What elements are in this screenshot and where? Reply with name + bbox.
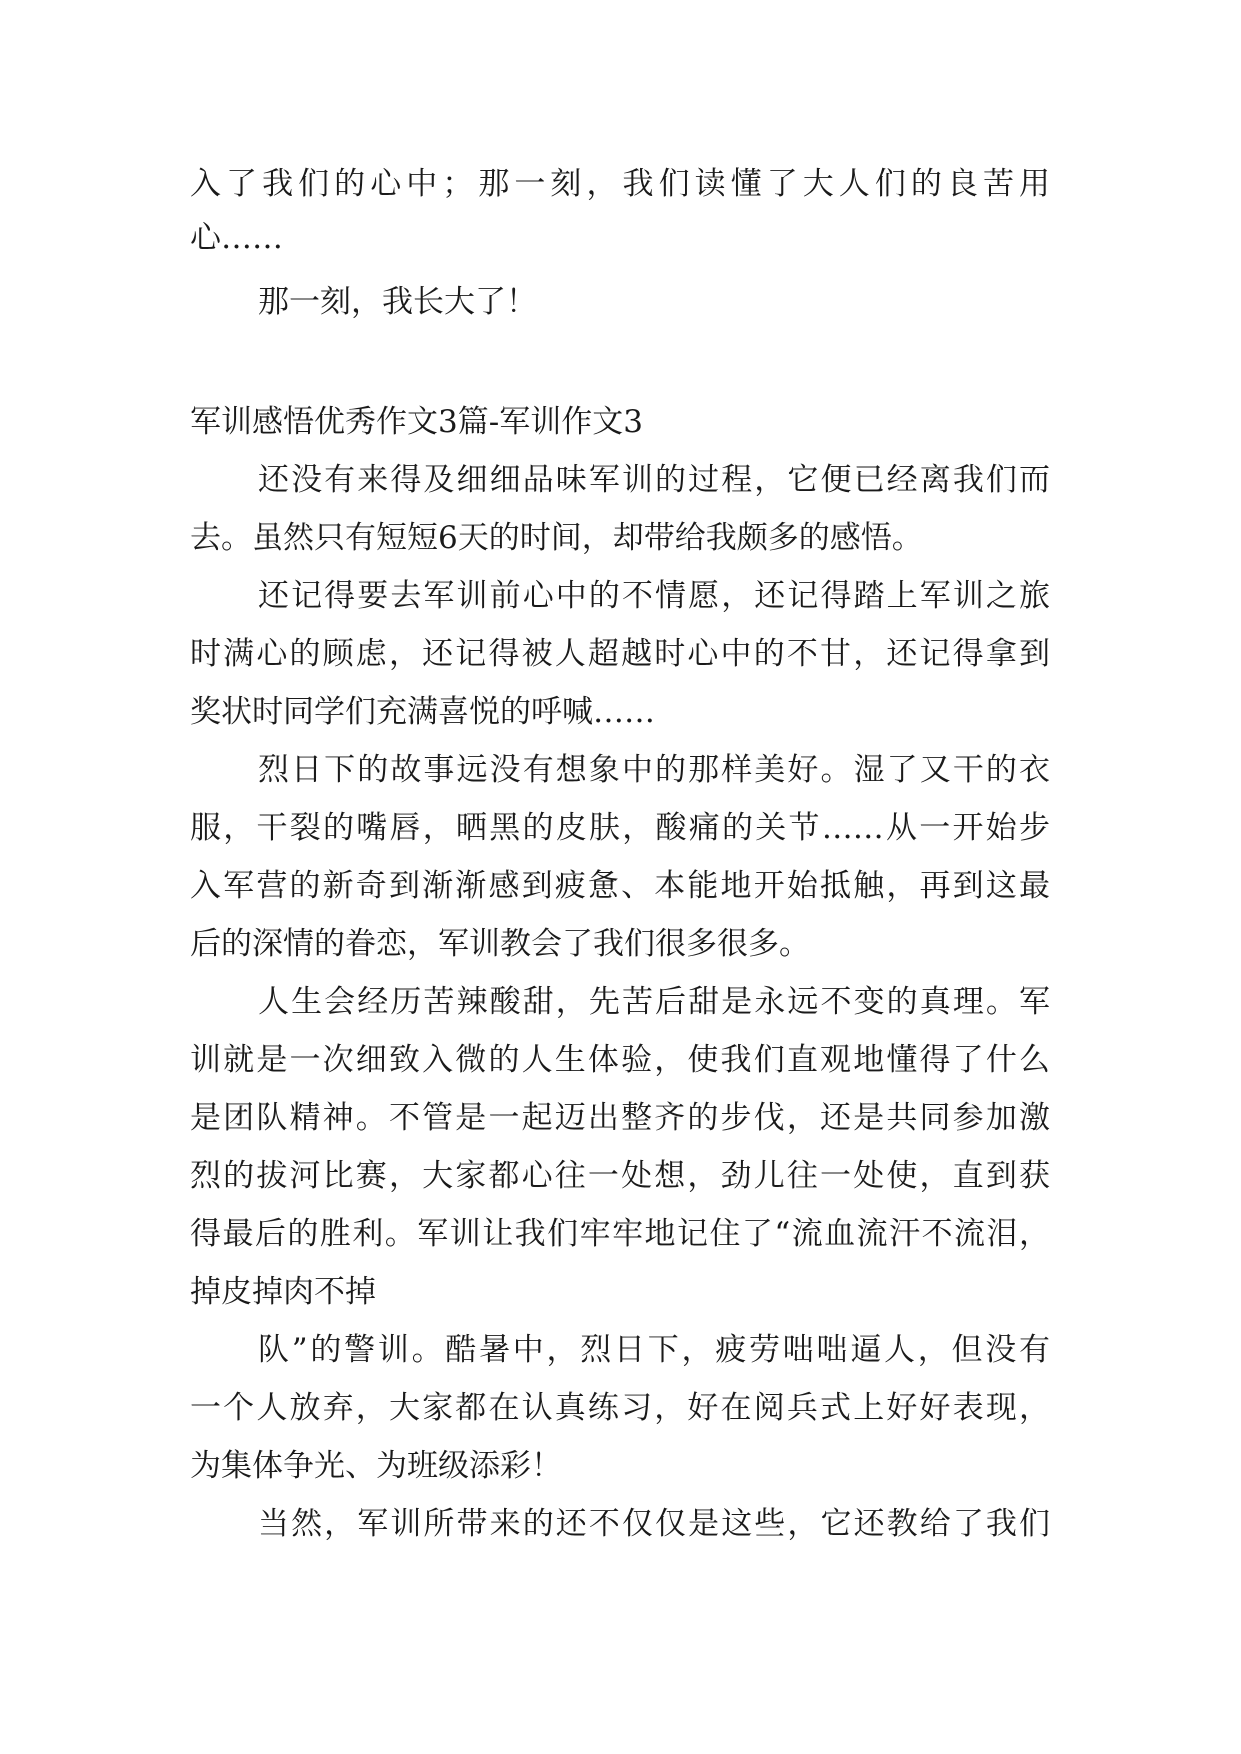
text-line: 还没有来得及细细品味军训的过程，它便已经离我们而 bbox=[258, 462, 1050, 498]
text-line: 烈日下的故事远没有想象中的那样美好。湿了又干的衣 bbox=[258, 752, 1050, 788]
section-heading: 军训感悟优秀作文3篇-军训作文3 bbox=[190, 404, 643, 440]
text-line: 入军营的新奇到渐渐感到疲惫、本能地开始抵触，再到这最 bbox=[190, 868, 1050, 904]
text-line: 那一刻，我长大了！ bbox=[258, 284, 537, 320]
text-line: 一个人放弃，大家都在认真练习，好在阅兵式上好好表现， bbox=[190, 1390, 1050, 1426]
text-line: 去。虽然只有短短6天的时间，却带给我颇多的感悟。 bbox=[190, 520, 923, 556]
text-line: 人生会经历苦辣酸甜，先苦后甜是永远不变的真理。军 bbox=[258, 984, 1050, 1020]
text-line: 入了我们的心中；那一刻，我们读懂了大人们的良苦用 bbox=[190, 166, 1050, 202]
text-line: 队”的警训。酷暑中，烈日下，疲劳咄咄逼人，但没有 bbox=[258, 1332, 1050, 1368]
text-line: 奖状时同学们充满喜悦的呼喊…… bbox=[190, 694, 655, 730]
text-line: 还记得要去军训前心中的不情愿，还记得踏上军训之旅 bbox=[258, 578, 1050, 614]
text-line: 得最后的胜利。军训让我们牢牢地记住了“流血流汗不流泪， bbox=[190, 1216, 1050, 1252]
text-line: 心…… bbox=[190, 220, 283, 256]
text-line: 是团队精神。不管是一起迈出整齐的步伐，还是共同参加激 bbox=[190, 1100, 1050, 1136]
text-line: 烈的拔河比赛，大家都心往一处想，劲儿往一处使，直到获 bbox=[190, 1158, 1050, 1194]
text-line: 为集体争光、为班级添彩！ bbox=[190, 1448, 562, 1484]
text-line: 训就是一次细致入微的人生体验，使我们直观地懂得了什么 bbox=[190, 1042, 1050, 1078]
text-line: 服，干裂的嘴唇，晒黑的皮肤，酸痛的关节……从一开始步 bbox=[190, 810, 1050, 846]
text-line: 时满心的顾虑，还记得被人超越时心中的不甘，还记得拿到 bbox=[190, 636, 1050, 672]
text-line: 后的深情的眷恋，军训教会了我们很多很多。 bbox=[190, 926, 810, 962]
text-line: 掉皮掉肉不掉 bbox=[190, 1274, 376, 1310]
text-line: 当然，军训所带来的还不仅仅是这些，它还教给了我们 bbox=[258, 1506, 1050, 1542]
